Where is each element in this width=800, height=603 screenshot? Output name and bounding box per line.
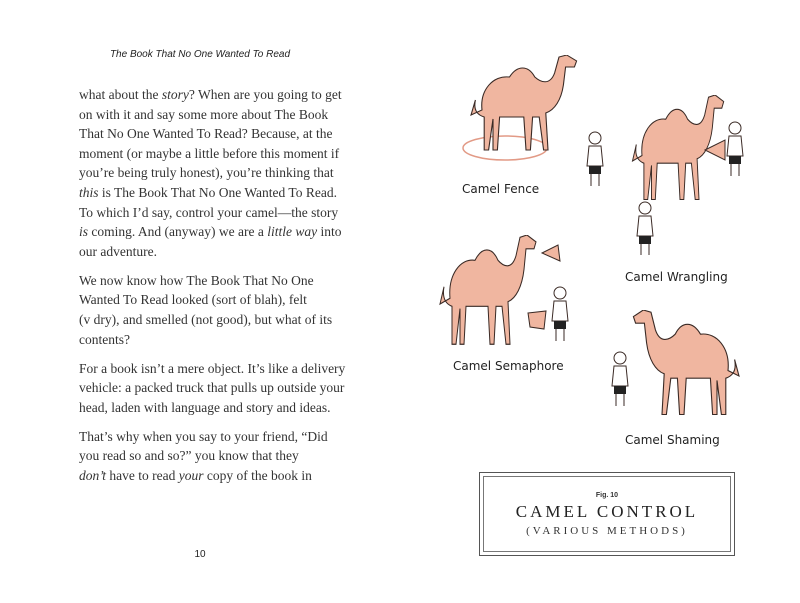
text-segment: (v dry), and smelled (not good), but what of its xyxy=(79,311,333,327)
text-line xyxy=(79,398,369,418)
text-line xyxy=(79,330,369,350)
text-segment: coming. And (anyway) we are a xyxy=(88,224,268,240)
caption-camel-wrangling: Camel Wrangling xyxy=(625,270,728,284)
text-line xyxy=(79,105,369,125)
figure-subtitle: (VARIOUS METHODS) xyxy=(526,525,688,537)
running-head: The Book That No One Wanted To Read xyxy=(109,49,291,60)
text-line xyxy=(79,271,369,291)
italic-text: little way xyxy=(267,224,318,240)
italic-text: don’t xyxy=(79,467,106,483)
italic-text: story xyxy=(161,87,189,102)
figure-caption-box xyxy=(479,472,735,556)
text-segment: That’s why when you say to your friend, “Did xyxy=(79,428,328,444)
text-segment: on with it and say some more about The Book xyxy=(79,106,329,122)
text-line xyxy=(79,124,369,144)
text-line xyxy=(79,163,369,183)
text-line xyxy=(79,466,369,486)
text-segment: our adventure. xyxy=(79,243,157,259)
text-segment: Wanted To Read looked (sort of blah), felt xyxy=(79,292,307,308)
text-line xyxy=(79,427,369,447)
paragraph xyxy=(79,359,369,418)
text-segment: you’re being truly honest), you’re thinking that xyxy=(79,165,334,181)
body-text xyxy=(79,85,369,495)
text-segment: you read so and so?” you know that they xyxy=(79,448,299,464)
italic-text: is xyxy=(79,224,89,240)
caption-camel-shaming: Camel Shaming xyxy=(625,433,720,447)
text-line xyxy=(79,183,369,203)
text-line xyxy=(79,242,369,262)
text-segment: That No One Wanted To Read? Because, at the xyxy=(79,126,333,142)
figure-title: CAMEL CONTROL xyxy=(515,502,699,521)
text-segment: For a book isn’t a mere object. It’s like a delivery xyxy=(79,360,346,376)
text-segment: what about the xyxy=(79,87,162,102)
text-segment: head, laden with language and story and ideas. xyxy=(79,399,331,415)
text-line xyxy=(79,378,369,398)
camel-semaphore-illustration xyxy=(430,235,590,355)
paragraph xyxy=(79,85,369,261)
text-line xyxy=(79,290,369,310)
caption-camel-fence: Camel Fence xyxy=(462,182,540,196)
italic-text: your xyxy=(178,467,204,483)
text-line xyxy=(79,144,369,164)
camel-wrangling-illustration xyxy=(575,95,765,255)
text-line xyxy=(79,310,369,330)
text-line xyxy=(79,359,369,379)
italic-text: this xyxy=(79,184,99,200)
text-line xyxy=(79,85,369,105)
text-segment: To which I’d say, control your camel—the story xyxy=(79,204,339,220)
text-line xyxy=(79,203,369,223)
text-segment: copy of the book in xyxy=(203,467,312,483)
text-segment: contents? xyxy=(79,331,130,347)
right-page xyxy=(400,0,800,603)
camel-shaming-illustration xyxy=(600,310,750,430)
camel-fence-illustration xyxy=(455,55,585,165)
text-segment: have to read xyxy=(106,467,179,483)
text-segment: is The Book That No One Wanted To Read. xyxy=(98,184,337,200)
text-line xyxy=(79,446,369,466)
text-segment: We now know how The Book That No One xyxy=(79,272,314,288)
text-segment: ? When are you going to get xyxy=(188,87,342,102)
figure-label: Fig. 10 xyxy=(595,492,619,499)
paragraph xyxy=(79,271,369,349)
paragraph xyxy=(79,427,369,486)
text-segment: moment (or maybe a little before this moment if xyxy=(79,145,340,161)
text-segment: vehicle: a packed truck that pulls up outside your xyxy=(79,380,345,396)
page-number: 10 xyxy=(194,549,206,560)
text-line xyxy=(79,222,369,242)
text-segment: into xyxy=(317,224,342,240)
caption-camel-semaphore: Camel Semaphore xyxy=(453,359,564,373)
